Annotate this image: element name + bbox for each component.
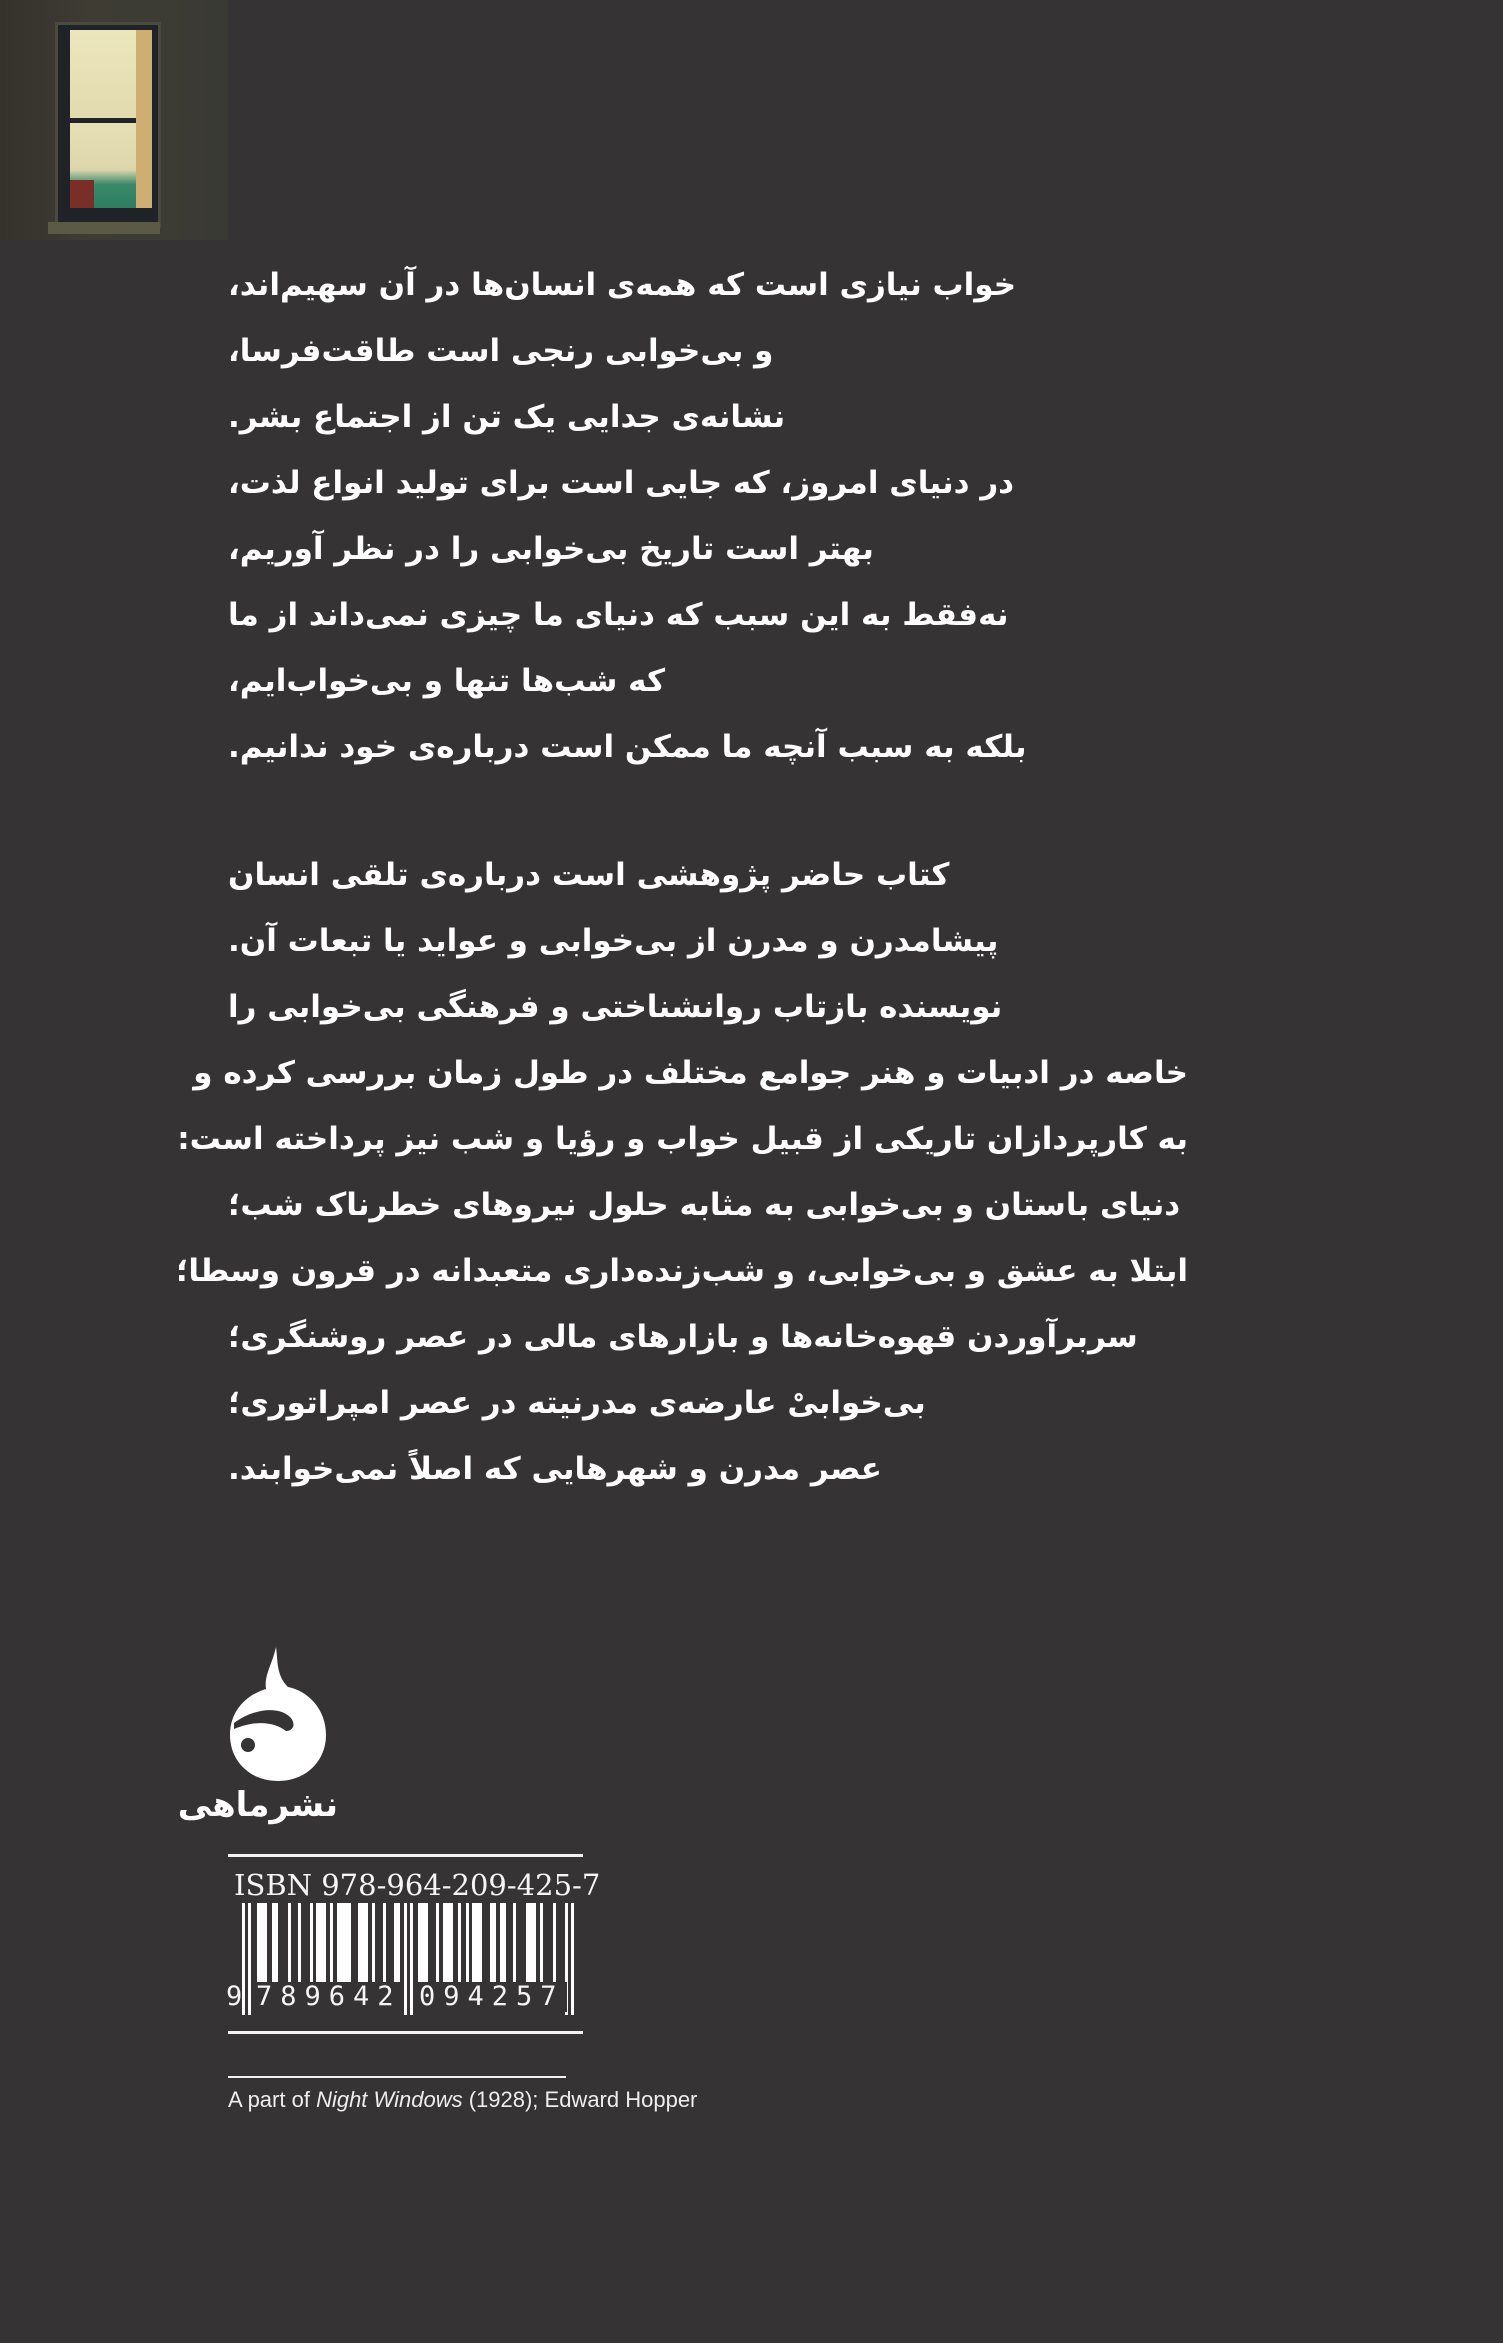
isbn-bottom-rule	[228, 2031, 583, 2034]
blurb-line: که شب‌ها تنها و بی‌خواب‌ایم،	[228, 663, 666, 699]
caption-rule	[228, 2076, 566, 2078]
blurb-line: در دنیای امروز، که جایی است برای تولید انواع لذت،	[228, 465, 1015, 501]
barcode-digits-group-1: 789642	[256, 1981, 402, 2012]
caption-prefix: A part of	[228, 2087, 317, 2112]
blurb-line: بی‌خوابیْ عارضه‌ی مدرنیته در عصر امپراتوری؛	[228, 1385, 926, 1421]
window-pane-top	[70, 30, 143, 118]
blurb-line: سربرآوردن قهوه‌خانه‌ها و بازارهای مالی در عصر روشنگری؛	[228, 1319, 1138, 1355]
isbn-label: ISBN 978-964-209-425-7	[234, 1868, 601, 1902]
blurb-line: نه‌فقط به این سبب که دنیای ما چیزی نمی‌داند از ما	[228, 597, 1009, 633]
barcode-digits-group-2: 094257	[419, 1981, 565, 2012]
window-sill	[48, 222, 160, 234]
blurb-line: و بی‌خوابی رنجی است طاقت‌فرسا،	[228, 333, 774, 369]
window-frame	[55, 22, 161, 228]
blurb-line: پیشامدرن و مدرن از بی‌خوابی و عواید یا تبعات آن.	[228, 923, 999, 959]
blurb-line: بلکه به سبب آنچه ما ممکن است درباره‌ی خود ندانیم.	[228, 729, 1027, 765]
blurb-line: عصر مدرن و شهرهایی که اصلاً نمی‌خوابند.	[228, 1451, 882, 1487]
image-credit-caption	[228, 2087, 697, 2113]
cover-painting-thumbnail	[0, 0, 228, 240]
blurb-line: به کارپردازان تاریکی از قبیل خواب و رؤیا و شب نیز پرداخته است:	[177, 1121, 1188, 1157]
blurb-line: خواب نیازی است که همه‌ی انسان‌ها در آن سهیم‌اند،	[228, 267, 1017, 303]
blurb-line: نشانه‌ی جدایی یک تن از اجتماع بشر.	[228, 399, 786, 435]
barcode-first-digit: 9	[226, 1981, 243, 2012]
isbn-top-rule	[228, 1854, 583, 1857]
painting-bed-detail	[70, 180, 94, 208]
painting-curtain-detail	[136, 30, 152, 208]
blurb-paragraph-2	[175, 842, 1188, 1502]
blurb-line: خاصه در ادبیات و هنر جوامع مختلف در طول زمان بررسی کرده و	[193, 1055, 1188, 1091]
caption-suffix: (1928); Edward Hopper	[462, 2087, 698, 2112]
blurb-line: کتاب حاضر پژوهشی است درباره‌ی تلقی انسان	[228, 857, 950, 893]
blurb-line: نویسنده بازتاب روانشناختی و فرهنگی بی‌خوابی را	[228, 989, 1003, 1025]
blurb-line: ابتلا به عشق و بی‌خوابی، و شب‌زنده‌داری متعبدانه در قرون وسطا؛	[175, 1253, 1188, 1289]
blurb-line: بهتر است تاریخ بی‌خوابی را در نظر آوریم،	[228, 531, 874, 567]
blurb-paragraph-1	[228, 252, 1188, 780]
blurb-line: دنیای باستان و بی‌خوابی به مثابه حلول نیروهای خطرناک شب؛	[228, 1187, 1181, 1223]
publisher-name: نشرماهی	[177, 1785, 338, 1825]
caption-artwork-title: Night Windows	[316, 2087, 463, 2112]
